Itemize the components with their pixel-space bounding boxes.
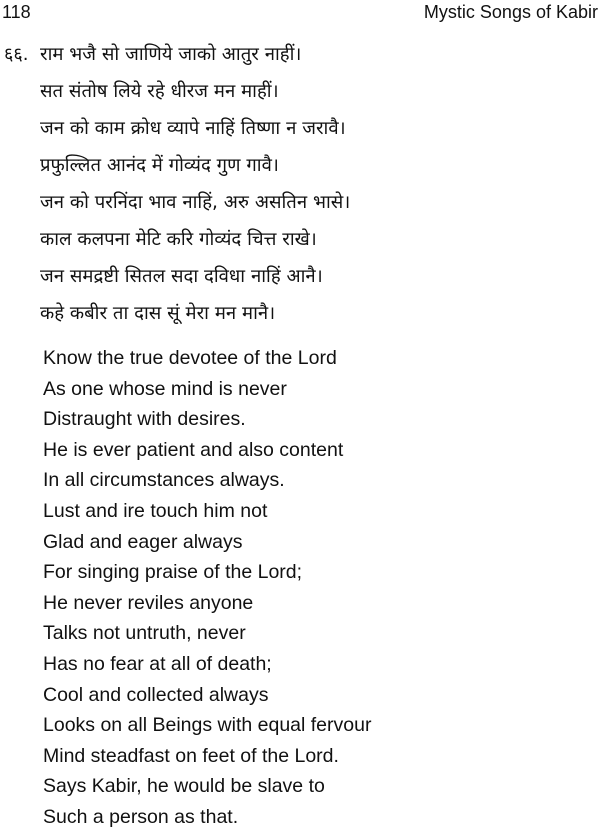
- hindi-verse-line: कहे कबीर ता दास सूं मेरा मन मानै।: [40, 303, 276, 324]
- hindi-verse-line: जन को काम क्रोध व्यापे नाहिं तिष्णा न जरावै।: [40, 118, 346, 139]
- hindi-verse-line: जन समद्रष्टी सितल सदा दविधा नाहिं आनै।: [40, 266, 323, 287]
- english-translation: [43, 343, 593, 833]
- hindi-verse-line: प्रफुल्लित आनंद में गोव्यंद गुण गावै।: [40, 155, 279, 176]
- english-verse-line: Distraught with desires.: [43, 408, 246, 431]
- english-verse-line: In all circumstances always.: [43, 469, 285, 492]
- english-verse-line: Has no fear at all of death;: [43, 652, 272, 675]
- english-verse-line: Looks on all Beings with equal fervour: [43, 714, 372, 737]
- hindi-verse-line: जन को परनिंदा भाव नाहिं, अरु असतिन भासे।: [40, 192, 351, 213]
- page-header: [0, 0, 600, 30]
- english-verse-line: He never reviles anyone: [43, 591, 254, 614]
- english-verse-line: As one whose mind is never: [43, 377, 287, 400]
- page-number: 118: [2, 2, 31, 22]
- hindi-verse-line: राम भजै सो जाणिये जाको आतुर नाहीं।: [40, 44, 302, 65]
- english-verse-line: Mind steadfast on feet of the Lord.: [43, 744, 339, 767]
- hindi-verse: [40, 36, 595, 332]
- english-verse-line: Cool and collected always: [43, 683, 269, 706]
- hindi-verse-line: काल कलपना मेटि करि गोव्यंद चित्त राखे।: [40, 229, 317, 250]
- english-verse-line: Know the true devotee of the Lord: [43, 347, 337, 369]
- english-verse-line: Says Kabir, he would be slave to: [43, 775, 325, 798]
- english-verse-line: He is ever patient and also content: [43, 438, 344, 461]
- verse-number: ६६.: [4, 44, 29, 65]
- english-verse-line: Lust and ire touch him not: [43, 499, 268, 522]
- english-verse-line: For singing praise of the Lord;: [43, 561, 303, 584]
- english-verse-line: Talks not untruth, never: [43, 622, 246, 645]
- english-verse-line: Glad and eager always: [43, 530, 243, 553]
- running-title: Mystic Songs of Kabir: [423, 2, 598, 22]
- english-verse-line: Such a person as that.: [43, 805, 239, 828]
- hindi-verse-line: सत संतोष लिये रहे धीरज मन माहीं।: [40, 81, 279, 102]
